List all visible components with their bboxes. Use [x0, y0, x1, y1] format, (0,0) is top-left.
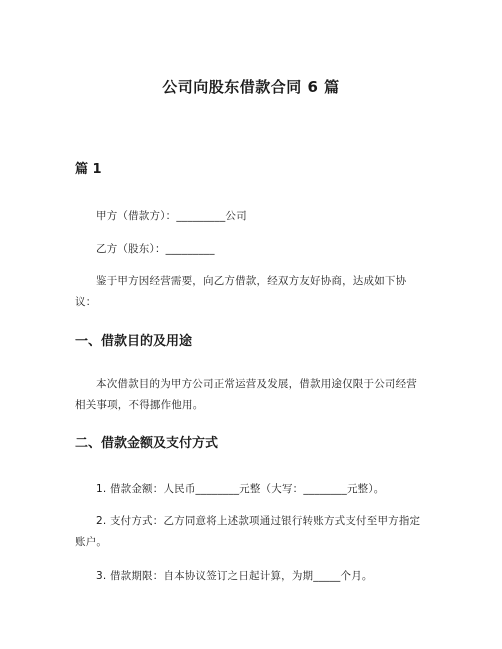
section-2-item-2: 2. 支付方式：乙方同意将上述款项通过银行转账方式支付至甲方指定账户。 [75, 515, 421, 548]
part-heading: 篇 1 [75, 162, 102, 177]
section-2-item-1: 1. 借款金额：人民币________元整（大写：________元整）。 [96, 483, 385, 495]
document-title: 公司向股东借款合同 6 篇 [162, 78, 340, 96]
party-b-line: 乙方（股东）：_________ [96, 243, 215, 255]
section-2-item-3: 3. 借款期限：自本协议签订之日起计算，为期_____个月。 [96, 570, 373, 582]
party-a-line: 甲方（借款方）：_________公司 [96, 210, 247, 222]
preamble-paragraph: 鉴于甲方因经营需要，向乙方借款，经双方友好协商，达成如下协议： [75, 275, 407, 308]
section-heading-2: 二、借款金额及支付方式 [75, 436, 219, 451]
section-heading-1: 一、借款目的及用途 [75, 334, 193, 349]
section-1-paragraph: 本次借款目的为甲方公司正常运营及发展，借款用途仅限于公司经营相关事项，不得挪作他用。 [75, 378, 417, 411]
